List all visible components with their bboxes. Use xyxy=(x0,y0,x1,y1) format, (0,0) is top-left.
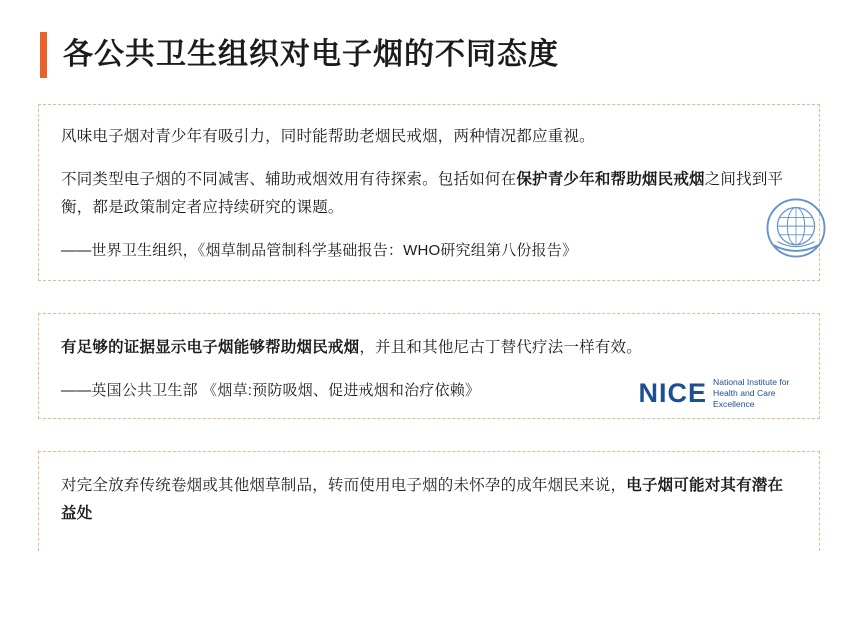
quote-block-phe xyxy=(38,313,820,419)
title-text: 各公共卫生组织对电子烟的不同态度 xyxy=(63,38,559,71)
who-p2-tail: 之间找到平衡，都是政策制定者应持续研究的课题。 xyxy=(61,170,784,217)
who-source: ——世界卫生组织，《烟草制品管制科学基础报告：WHO研究组第八份报告》 xyxy=(61,242,578,260)
nice-subtext-line2: Health and Care Excellence xyxy=(713,388,776,409)
phe-p1-strong: 有足够的证据显示电子烟能够帮助烟民戒烟 xyxy=(61,339,360,357)
nice-logo xyxy=(638,377,809,409)
nice-subtext-line1: National Institute for xyxy=(713,377,790,388)
who-p2-strong: 保护青少年和帮助烟民戒烟 xyxy=(516,170,705,188)
phe-paragraph-1 xyxy=(61,334,797,363)
third-p1-lead: 对完全放弃传统卷烟或其他烟草制品，转而使用电子烟的未怀孕的成年烟民来说， xyxy=(61,476,627,494)
page-title xyxy=(40,32,842,78)
third-p1-strong: 电子烟可能对其有潜在益处 xyxy=(61,476,784,523)
nice-subtext xyxy=(713,377,809,409)
who-p2-lead: 不同类型电子烟的不同减害、辅助戒烟效用有待探索。包括如何在 xyxy=(61,170,517,188)
who-paragraph-2 xyxy=(61,166,797,223)
who-paragraph-1: 风味电子烟对青少年有吸引力，同时能帮助老烟民戒烟，两种情况都应重视。 xyxy=(61,128,595,145)
nice-wordmark: NICE xyxy=(638,378,707,409)
title-accent-bar xyxy=(40,32,47,78)
third-paragraph-1 xyxy=(61,472,797,529)
phe-source: ——英国公共卫生部 《烟草:预防吸烟、促进戒烟和治疗依赖》 xyxy=(61,381,481,399)
phe-p1-tail: ，并且和其他尼古丁替代疗法一样有效。 xyxy=(359,339,642,357)
document-page xyxy=(0,32,842,643)
quote-block-who xyxy=(38,104,820,281)
quote-block-third xyxy=(38,451,820,551)
who-emblem-icon xyxy=(765,197,827,259)
